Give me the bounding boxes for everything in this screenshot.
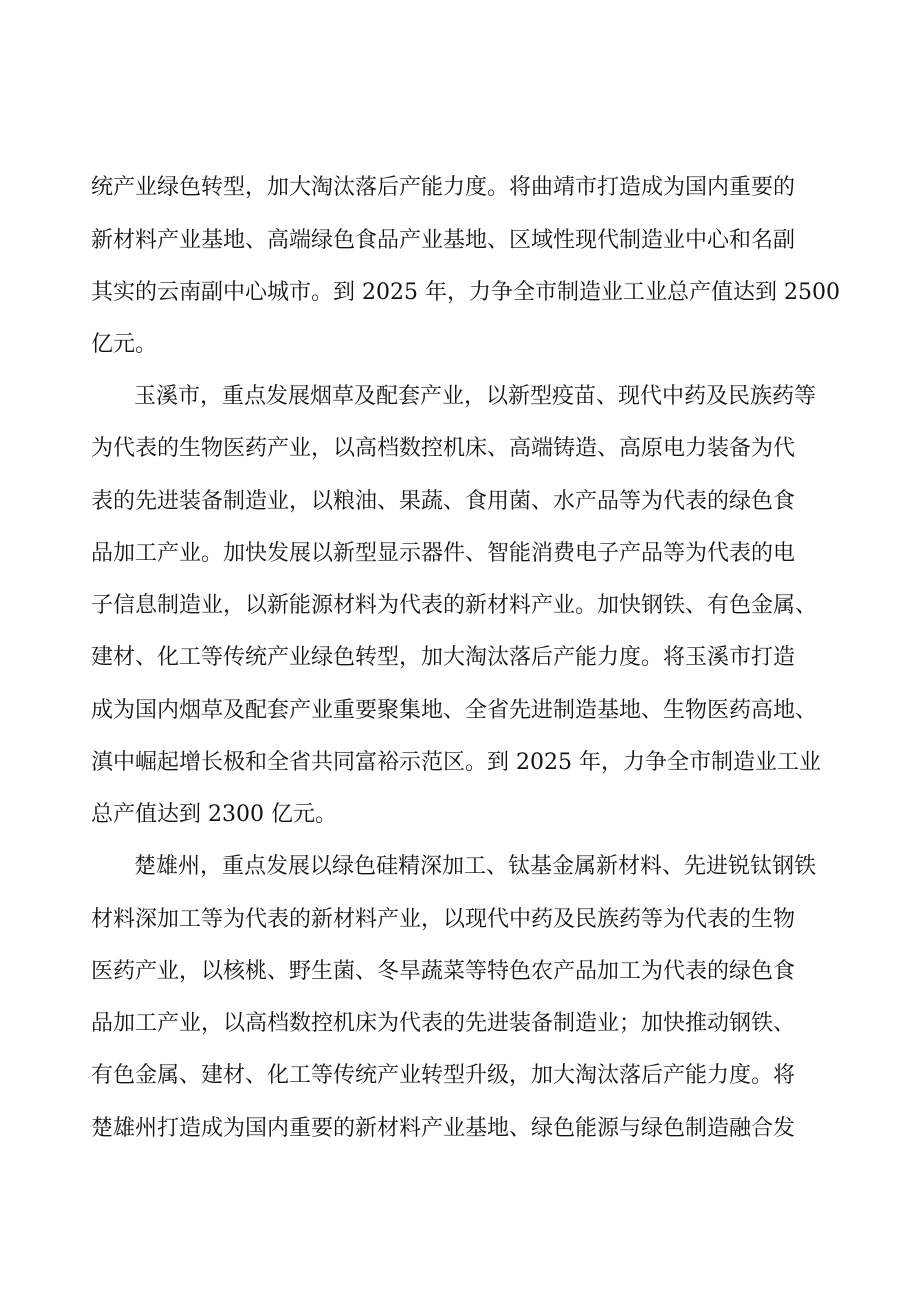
text-line: 亿元。 [91,332,158,357]
text-line: 楚雄州，重点发展以绿色硅精深加工、钛基金属新材料、先进锐钛钢铁 [134,854,817,879]
text-line: 为代表的生物医药产业，以高档数控机床、高端铸造、高原电力装备为代 [91,436,796,461]
text-line: 其实的云南副中心城市。到 2025 年，力争全市制造业工业总产值达到 2500 [91,280,840,305]
text-line: 医药产业，以核桃、野生菌、冬旱蔬菜等特色农产品加工为代表的绿色食 [91,959,796,984]
text-line: 滇中崛起增长极和全省共同富裕示范区。到 2025 年，力争全市制造业工业 [91,750,821,775]
text-line: 成为国内烟草及配套产业重要聚集地、全省先进制造基地、生物医药高地、 [91,698,818,723]
text-line: 品加工产业，以高档数控机床为代表的先进装备制造业；加快推动钢铁、 [91,1011,796,1036]
text-line: 总产值达到 2300 亿元。 [91,802,337,827]
text-line: 子信息制造业，以新能源材料为代表的新材料产业。加快钢铁、有色金属、 [91,593,818,618]
text-line: 新材料产业基地、高端绿色食品产业基地、区域性现代制造业中心和名副 [91,228,796,253]
text-line: 品加工产业。加快发展以新型显示器件、智能消费电子产品等为代表的电 [91,541,796,566]
text-line: 玉溪市，重点发展烟草及配套产业，以新型疫苗、现代中药及民族药等 [134,384,817,409]
text-line: 表的先进装备制造业，以粮油、果蔬、食用菌、水产品等为代表的绿色食 [91,489,796,514]
text-line: 建材、化工等传统产业绿色转型，加大淘汰落后产能力度。将玉溪市打造 [91,645,796,670]
text-line: 有色金属、建材、化工等传统产业转型升级，加大淘汰落后产能力度。将 [91,1063,796,1088]
text-line: 楚雄州打造成为国内重要的新材料产业基地、绿色能源与绿色制造融合发 [91,1116,796,1141]
text-line: 统产业绿色转型，加大淘汰落后产能力度。将曲靖市打造成为国内重要的 [91,175,796,200]
text-line: 材料深加工等为代表的新材料产业，以现代中药及民族药等为代表的生物 [91,907,796,932]
